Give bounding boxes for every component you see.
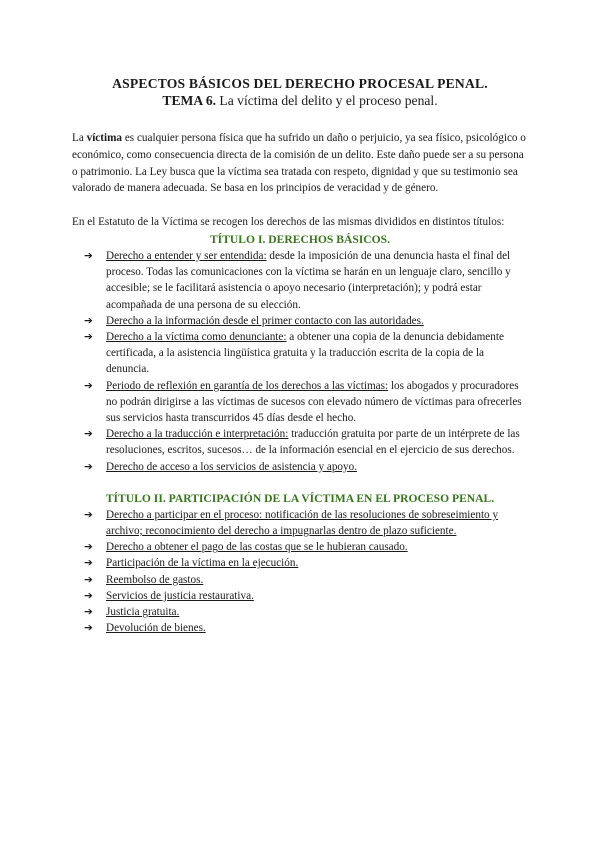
right-description: a obtener una copia de la denuncia debidamente certificada, a la asistencia lingüística gratuita y la traducción escrita de la copia de la denuncia. <box>106 331 504 376</box>
list-item <box>84 604 528 620</box>
right-label: Devolución de bienes. <box>106 622 206 635</box>
list-item <box>84 620 528 636</box>
arrow-bullet-icon: ➔ <box>84 314 93 327</box>
arrow-bullet-icon: ➔ <box>84 379 93 392</box>
arrow-bullet-icon: ➔ <box>84 331 93 343</box>
arrow-bullet-icon: ➔ <box>84 557 93 570</box>
list-item <box>84 572 528 588</box>
list-item <box>84 426 528 458</box>
right-label: Servicios de justicia restaurativa. <box>106 589 254 602</box>
arrow-bullet-icon: ➔ <box>84 428 93 441</box>
right-label: Derecho a obtener el pago de las costas que se le hubieran causado. <box>106 541 408 554</box>
statute-paragraph: En el Estatuto de la Víctima se recogen los derechos de las mismas divididos en distintos títulos: <box>72 216 505 229</box>
right-label: Derecho a la traducción e interpretación: <box>106 428 289 441</box>
intro-prefix: La <box>72 132 87 144</box>
right-label: Derecho de acceso a los servicios de asistencia y apoyo. <box>106 460 357 473</box>
arrow-bullet-icon: ➔ <box>84 460 93 473</box>
right-label: Periodo de reflexión en garantía de los derechos a las víctimas: <box>106 379 389 392</box>
intro-paragraph <box>72 130 528 197</box>
topic-subtitle <box>72 93 528 109</box>
arrow-bullet-icon: ➔ <box>84 573 93 586</box>
right-description: los abogados y procuradores no podrán dirigirse a las víctimas de sucesos con elevado número de víctimas para ofrecerles sus servicios hasta transcurridos 45 días desde el hecho. <box>106 379 522 425</box>
document-title: ASPECTOS BÁSICOS DEL DERECHO PROCESAL PENAL. <box>112 76 488 91</box>
arrow-bullet-icon: ➔ <box>84 606 93 619</box>
topic-label: TEMA 6. <box>162 93 217 108</box>
right-label: Derecho a participar en el proceso: notificación de las resoluciones de sobreseimiento y archivo; reconocimiento del derecho a impugnarlas dentro de plazo suficiente. <box>106 508 499 538</box>
list-item <box>84 555 528 571</box>
right-label: Derecho a entender y ser entendida: <box>106 249 267 262</box>
arrow-bullet-icon: ➔ <box>84 589 93 602</box>
list-item <box>84 378 528 427</box>
right-description: desde la imposición de una denuncia hasta el final del proceso. Todas las comunicaciones con la víctima se harán en un lenguaje claro, sencillo y accesible; se le facilitará asistencia o apoyo necesario (interpretación); y podrá estar acompañada de una persona de su elección. <box>106 249 511 311</box>
right-description: traducción gratuita por parte de un intérprete de las resoluciones, escritos, sucesos… de la información esencial en el ejercicio de sus derechos. <box>106 428 520 457</box>
list-item <box>84 507 528 539</box>
topic-text: La víctima del delito y el proceso penal. <box>216 93 438 108</box>
list-item <box>84 588 528 604</box>
arrow-bullet-icon: ➔ <box>84 249 93 262</box>
section-heading-titulo-1: TÍTULO I. DERECHOS BÁSICOS. <box>209 232 391 246</box>
intro-term: víctima <box>86 132 123 144</box>
arrow-bullet-icon: ➔ <box>84 541 93 554</box>
right-label: Justicia gratuita. <box>106 606 180 619</box>
right-label: Derecho a la víctima como denunciante: <box>106 331 287 343</box>
arrow-bullet-icon: ➔ <box>84 508 93 521</box>
arrow-bullet-icon: ➔ <box>84 622 93 635</box>
list-item <box>84 459 528 475</box>
list-item <box>84 313 528 329</box>
rights-list-titulo-2 <box>72 507 528 637</box>
list-item <box>84 248 528 313</box>
list-item <box>84 329 528 378</box>
list-item <box>84 539 528 555</box>
intro-text: es cualquier persona física que ha sufrido un daño o perjuicio, ya sea físico, psicológico o económico, como consecuencia directa de la comisión de un delito. Este daño puede ser a su persona o patrimonio. La Ley busca que la víctima sea tratada con respeto, dignidad y que su testimonio sea valorado de manera adecuada. Se basa en los principios de veracidad y de género. <box>72 132 526 195</box>
right-label: Reembolso de gastos. <box>106 573 204 586</box>
right-label: Derecho a la información desde el primer contacto con las autoridades. <box>106 314 424 327</box>
rights-list-titulo-1 <box>72 248 528 475</box>
section-heading-titulo-2: TÍTULO II. PARTICIPACIÓN DE LA VÍCTIMA EN EL PROCESO PENAL. <box>105 491 495 505</box>
right-label: Participación de la víctima en la ejecución. <box>106 557 299 570</box>
